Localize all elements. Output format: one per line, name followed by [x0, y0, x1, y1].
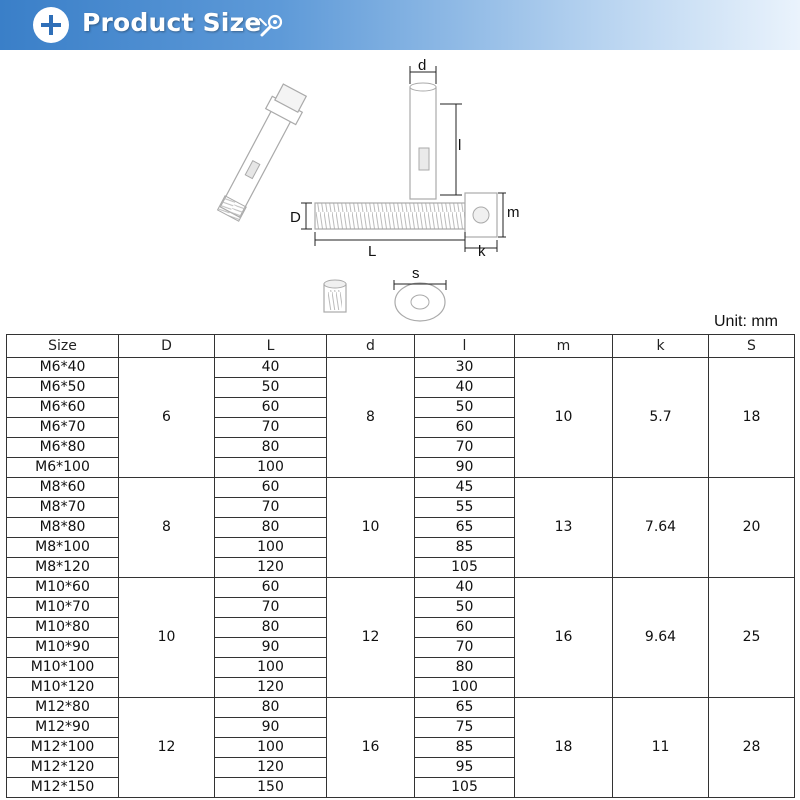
l-cell: 60 [415, 418, 515, 438]
L-cell: 60 [215, 398, 327, 418]
size-cell: M12*80 [7, 698, 119, 718]
d-cell: 8 [327, 358, 415, 478]
l-cell: 40 [415, 578, 515, 598]
L-cell: 50 [215, 378, 327, 398]
L-cell: 70 [215, 418, 327, 438]
table-row [7, 478, 795, 498]
table-row [7, 578, 795, 598]
l-cell: 45 [415, 478, 515, 498]
l-cell: 50 [415, 598, 515, 618]
table-row [7, 358, 795, 378]
D-cell: 10 [119, 578, 215, 698]
size-cell: M6*80 [7, 438, 119, 458]
washer-drawing [394, 280, 446, 321]
L-cell: 40 [215, 358, 327, 378]
column-header: S [709, 335, 795, 358]
l-cell: 100 [415, 678, 515, 698]
D-cell: 6 [119, 358, 215, 478]
size-cell: M6*70 [7, 418, 119, 438]
size-cell: M12*90 [7, 718, 119, 738]
size-cell: M8*100 [7, 538, 119, 558]
dim-label-l: l [458, 137, 462, 154]
size-cell: M12*100 [7, 738, 119, 758]
size-cell: M10*90 [7, 638, 119, 658]
size-spec-table [6, 334, 795, 798]
D-cell: 12 [119, 698, 215, 798]
D-cell: 8 [119, 478, 215, 578]
S-cell: 25 [709, 578, 795, 698]
size-cell: M10*100 [7, 658, 119, 678]
wrench-icon [258, 13, 284, 39]
L-cell: 60 [215, 478, 327, 498]
l-cell: 85 [415, 738, 515, 758]
assembled-anchor-drawing [213, 82, 310, 223]
table-body [7, 358, 795, 798]
page-title: Product Size [82, 8, 262, 37]
size-cell: M10*70 [7, 598, 119, 618]
L-cell: 70 [215, 598, 327, 618]
size-cell: M8*80 [7, 518, 119, 538]
l-cell: 85 [415, 538, 515, 558]
L-cell: 100 [215, 738, 327, 758]
l-cell: 65 [415, 518, 515, 538]
k-cell: 11 [613, 698, 709, 798]
L-cell: 80 [215, 618, 327, 638]
S-cell: 18 [709, 358, 795, 478]
dim-label-D: D [290, 209, 301, 226]
column-header: D [119, 335, 215, 358]
d-cell: 12 [327, 578, 415, 698]
size-cell: M12*120 [7, 758, 119, 778]
size-cell: M8*60 [7, 478, 119, 498]
m-cell: 16 [515, 578, 613, 698]
m-cell: 10 [515, 358, 613, 478]
dim-label-m: m [507, 204, 520, 221]
k-cell: 5.7 [613, 358, 709, 478]
k-cell: 7.64 [613, 478, 709, 578]
L-cell: 100 [215, 458, 327, 478]
size-cell: M12*150 [7, 778, 119, 798]
table-row [7, 698, 795, 718]
header-banner [0, 0, 800, 50]
L-cell: 120 [215, 758, 327, 778]
table-header-row [7, 335, 795, 358]
L-cell: 90 [215, 718, 327, 738]
l-cell: 95 [415, 758, 515, 778]
L-cell: 80 [215, 518, 327, 538]
l-cell: 70 [415, 638, 515, 658]
l-cell: 105 [415, 558, 515, 578]
dim-label-L: L [368, 243, 377, 260]
bolt-drawing [301, 193, 506, 252]
size-cell: M8*120 [7, 558, 119, 578]
l-cell: 65 [415, 698, 515, 718]
L-cell: 60 [215, 578, 327, 598]
L-cell: 90 [215, 638, 327, 658]
column-header: d [327, 335, 415, 358]
S-cell: 28 [709, 698, 795, 798]
column-header: m [515, 335, 613, 358]
bolt-diagram [200, 52, 600, 330]
size-cell: M6*40 [7, 358, 119, 378]
unit-label: Unit: mm [714, 313, 778, 330]
l-cell: 40 [415, 378, 515, 398]
l-cell: 60 [415, 618, 515, 638]
l-cell: 50 [415, 398, 515, 418]
L-cell: 70 [215, 498, 327, 518]
size-cell: M8*70 [7, 498, 119, 518]
l-cell: 55 [415, 498, 515, 518]
column-header: l [415, 335, 515, 358]
L-cell: 100 [215, 538, 327, 558]
d-cell: 10 [327, 478, 415, 578]
m-cell: 13 [515, 478, 613, 578]
plus-icon [33, 7, 69, 43]
size-cell: M6*60 [7, 398, 119, 418]
m-cell: 18 [515, 698, 613, 798]
column-header: k [613, 335, 709, 358]
k-cell: 9.64 [613, 578, 709, 698]
column-header: L [215, 335, 327, 358]
l-cell: 70 [415, 438, 515, 458]
dim-label-s: s [412, 265, 420, 282]
l-cell: 75 [415, 718, 515, 738]
size-cell: M10*80 [7, 618, 119, 638]
L-cell: 80 [215, 698, 327, 718]
L-cell: 120 [215, 558, 327, 578]
size-cell: M6*100 [7, 458, 119, 478]
sleeve-drawing [410, 66, 462, 199]
size-cell: M10*60 [7, 578, 119, 598]
l-cell: 105 [415, 778, 515, 798]
l-cell: 90 [415, 458, 515, 478]
l-cell: 80 [415, 658, 515, 678]
column-header: Size [7, 335, 119, 358]
L-cell: 80 [215, 438, 327, 458]
size-cell: M6*50 [7, 378, 119, 398]
L-cell: 100 [215, 658, 327, 678]
d-cell: 16 [327, 698, 415, 798]
L-cell: 120 [215, 678, 327, 698]
l-cell: 30 [415, 358, 515, 378]
size-cell: M10*120 [7, 678, 119, 698]
dim-label-d: d [418, 57, 427, 74]
L-cell: 150 [215, 778, 327, 798]
nut-drawing [324, 280, 346, 312]
S-cell: 20 [709, 478, 795, 578]
dim-label-k: k [478, 243, 486, 260]
